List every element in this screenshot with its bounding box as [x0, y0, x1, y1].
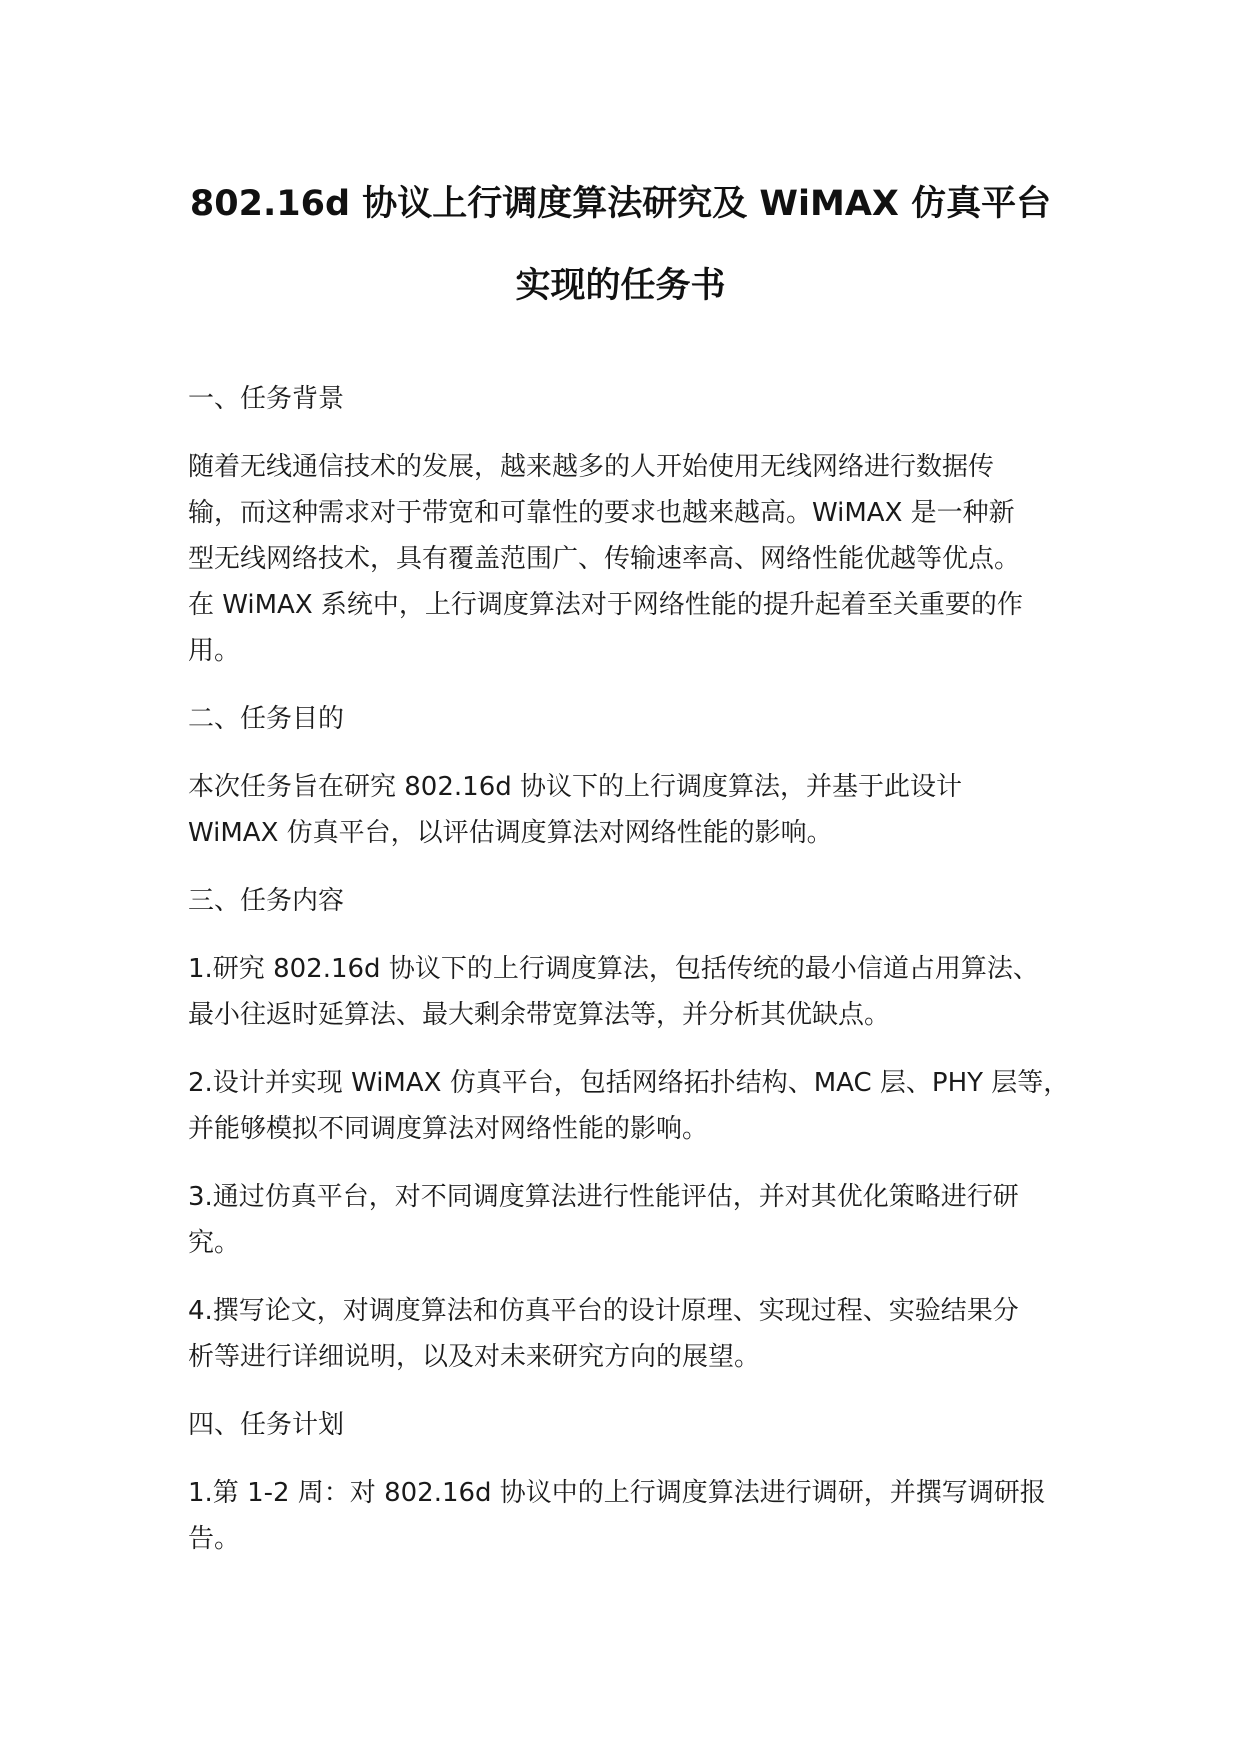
paragraph-line: 1.第 1-2 周：对 802.16d 协议中的上行调度算法进行调研，并撰写调研报	[188, 1478, 1046, 1508]
paragraph-line: 输，而这种需求对于带宽和可靠性的要求也越来越高。WiMAX 是一种新	[188, 498, 1015, 528]
document-title-line-1: 802.16d 协议上行调度算法研究及 WiMAX 仿真平台	[189, 184, 1052, 224]
paragraph-line: 2.设计并实现 WiMAX 仿真平台，包括网络拓扑结构、MAC 层、PHY 层等，	[188, 1068, 1070, 1098]
paragraph-line: 1.研究 802.16d 协议下的上行调度算法，包括传统的最小信道占用算法、	[188, 954, 1039, 984]
paragraph-line: 在 WiMAX 系统中，上行调度算法对于网络性能的提升起着至关重要的作	[188, 590, 1023, 620]
paragraph	[188, 1174, 1088, 1266]
paragraph-line: 本次任务旨在研究 802.16d 协议下的上行调度算法，并基于此设计	[188, 772, 963, 802]
section-heading: 一、任务背景	[188, 384, 345, 414]
paragraph	[188, 1288, 1088, 1380]
document-body	[188, 376, 1088, 1584]
paragraph-line: 型无线网络技术，具有覆盖范围广、传输速率高、网络性能优越等优点。	[188, 544, 1021, 574]
document-title-line-2: 实现的任务书	[515, 266, 726, 306]
paragraph	[188, 1470, 1088, 1562]
paragraph-line: 3.通过仿真平台，对不同调度算法进行性能评估，并对其优化策略进行研	[188, 1182, 1019, 1212]
paragraph-line: 告。	[188, 1524, 241, 1554]
paragraph	[188, 764, 1088, 856]
paragraph-line: 析等进行详细说明，以及对未来研究方向的展望。	[188, 1342, 761, 1372]
paragraph	[188, 444, 1088, 674]
paragraph-line: WiMAX 仿真平台，以评估调度算法对网络性能的影响。	[188, 818, 833, 848]
paragraph-line: 并能够模拟不同调度算法对网络性能的影响。	[188, 1114, 709, 1144]
paragraph	[188, 946, 1088, 1038]
paragraph	[188, 1060, 1088, 1152]
paragraph-line: 随着无线通信技术的发展，越来越多的人开始使用无线网络进行数据传	[188, 452, 995, 482]
paragraph-line: 最小往返时延算法、最大剩余带宽算法等，并分析其优缺点。	[188, 1000, 891, 1030]
section-heading: 四、任务计划	[188, 1410, 345, 1440]
section-heading: 三、任务内容	[188, 886, 345, 916]
section-heading: 二、任务目的	[188, 704, 345, 734]
paragraph-line: 究。	[188, 1228, 241, 1258]
paragraph-line: 用。	[188, 636, 241, 666]
paragraph-line: 4.撰写论文，对调度算法和仿真平台的设计原理、实现过程、实验结果分	[188, 1296, 1019, 1326]
